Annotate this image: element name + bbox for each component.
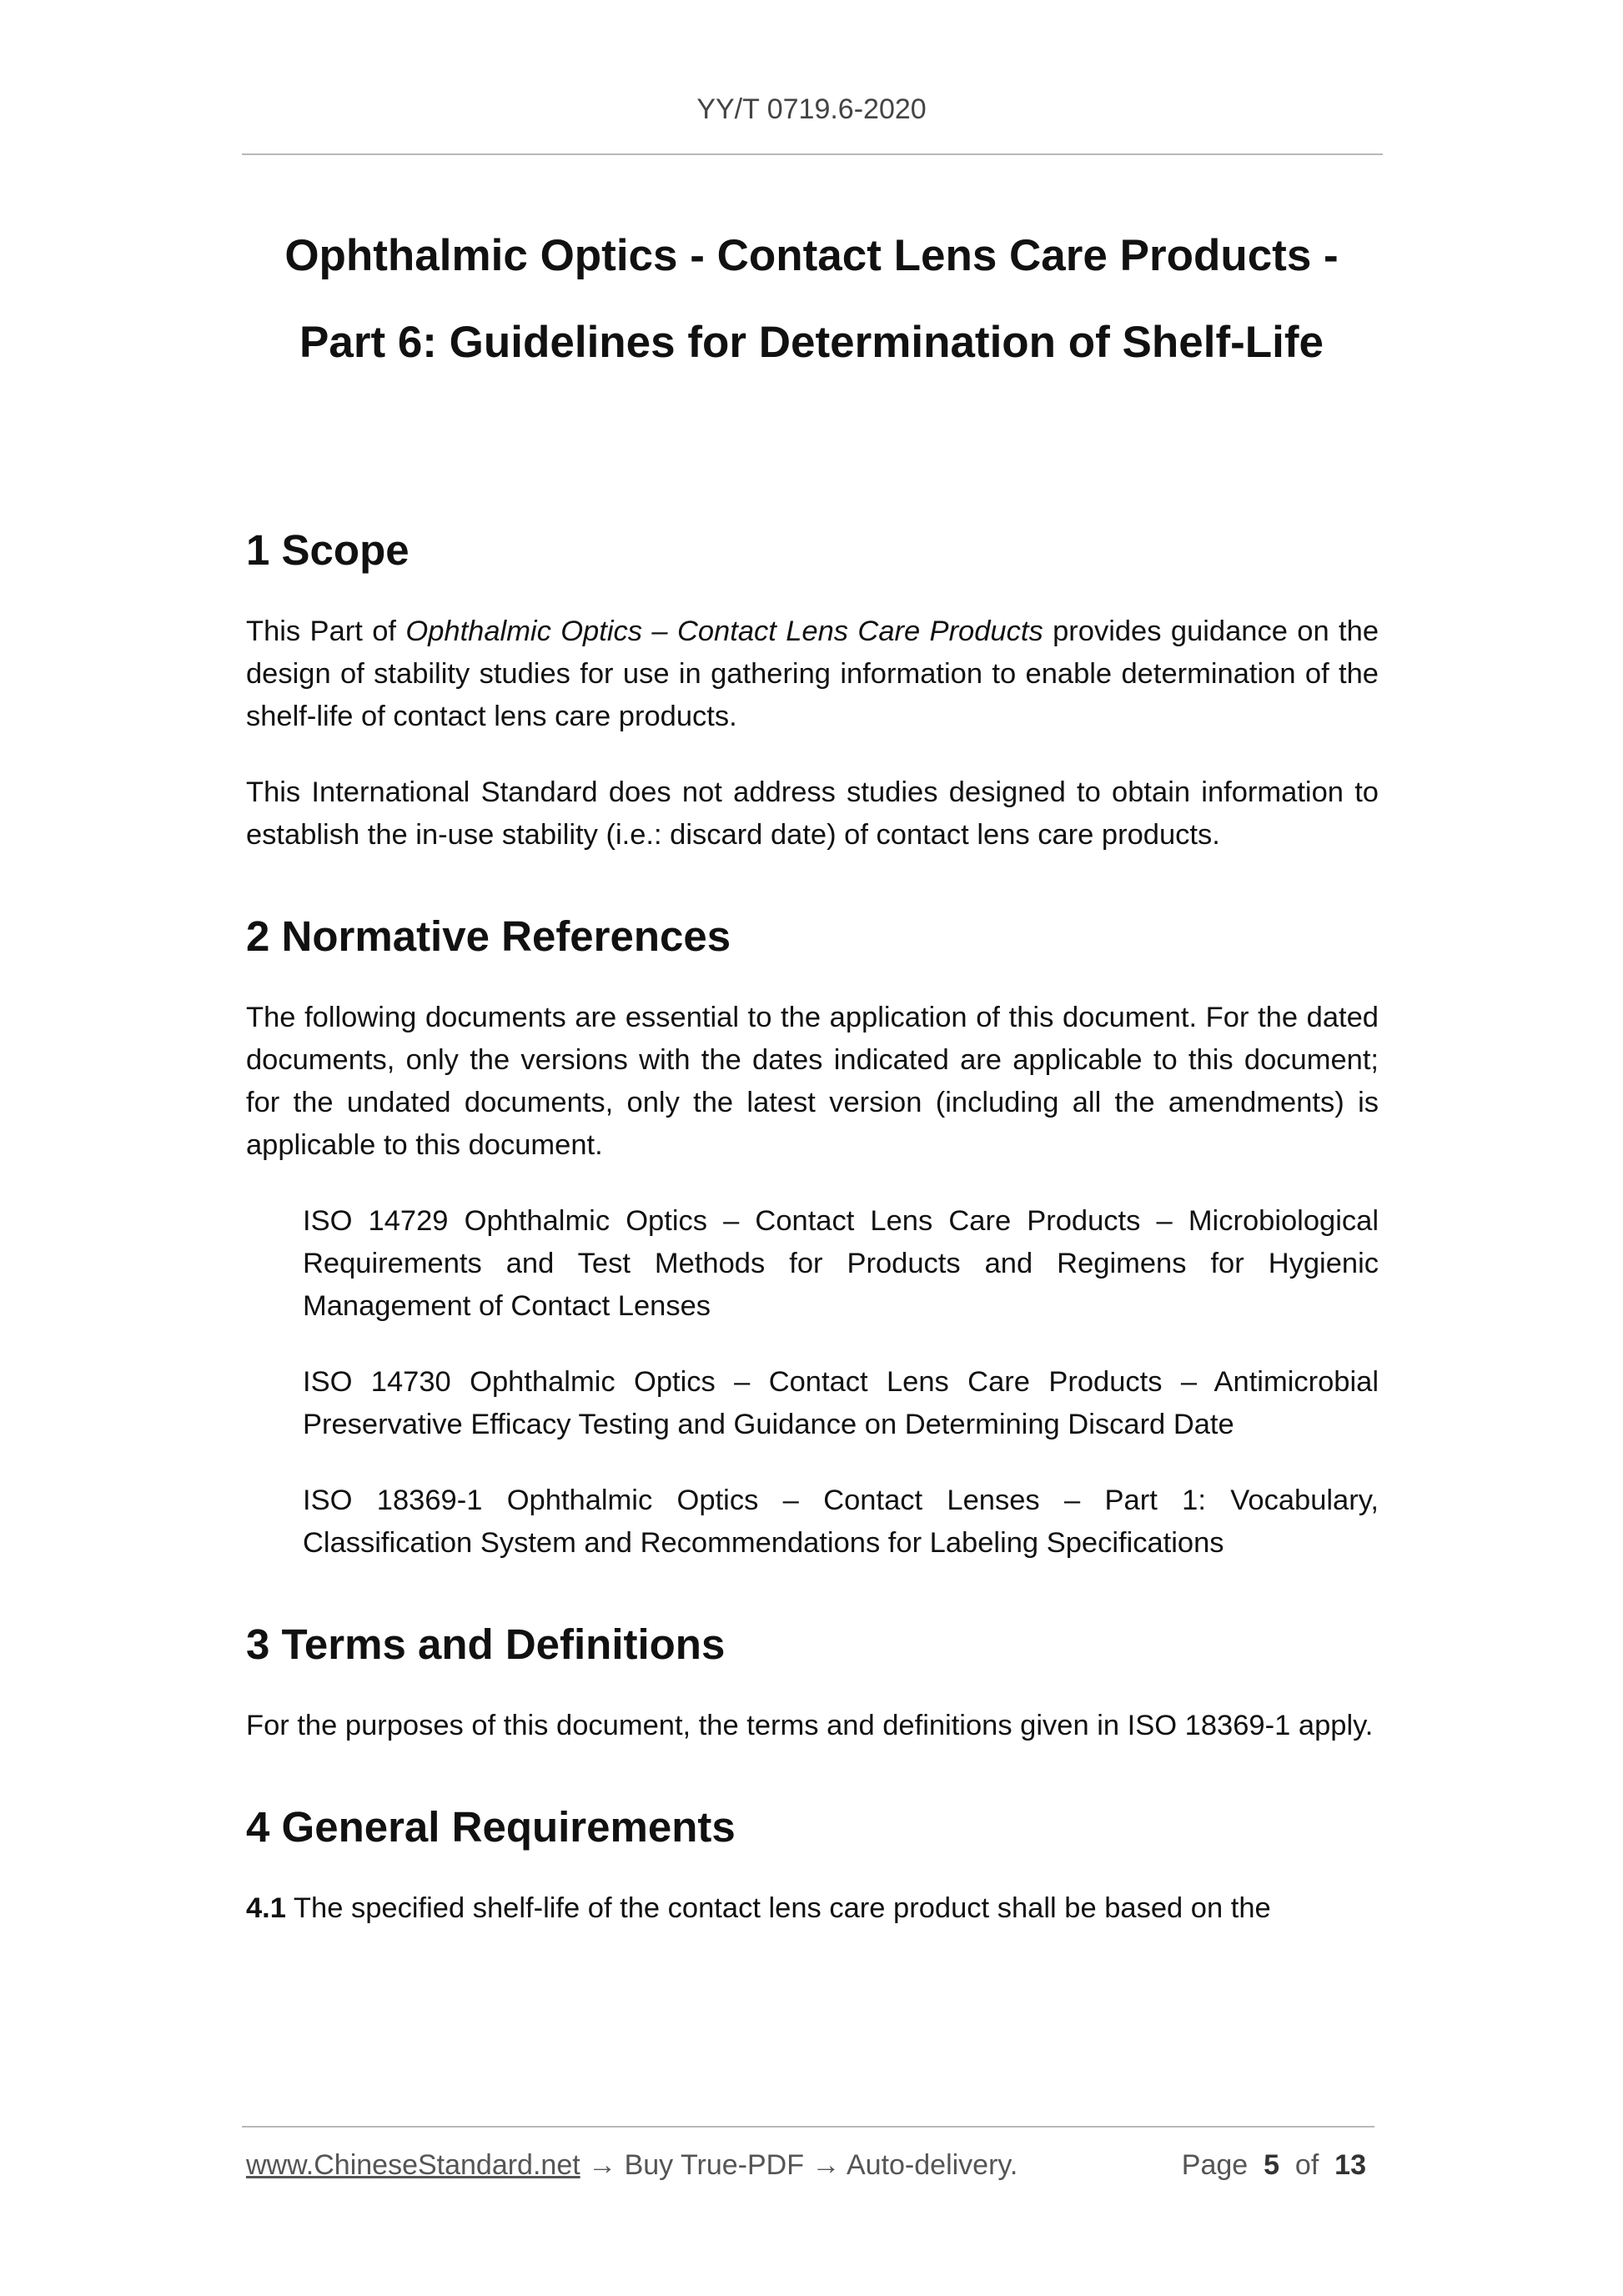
title-line-1: Ophthalmic Optics - Contact Lens Care Products -	[284, 231, 1339, 280]
section-3-heading: 3 Terms and Definitions	[246, 1620, 726, 1668]
header-divider	[242, 153, 1383, 155]
scope-paragraph-2: This International Standard does not address studies designed to obtain information to establish the in-use stability (i.e.: discard date) of contact lens care products.	[246, 776, 1379, 851]
total-pages-number: 13	[1334, 2149, 1366, 2181]
website-link[interactable]: www.ChineseStandard.net	[246, 2149, 580, 2181]
terms-paragraph: For the purposes of this document, the terms and definitions given in ISO 18369-1 apply.	[246, 1710, 1374, 1741]
title-line-2: Part 6: Guidelines for Determination of Shelf-Life	[299, 318, 1324, 367]
page-footer	[246, 2149, 1379, 2182]
standard-title-emphasis: Ophthalmic Optics – Contact Lens Care Products	[405, 615, 1043, 647]
clause-4-1: 4.1 The specified shelf-life of the contact lens care product shall be based on the	[246, 1892, 1271, 1924]
section-2-heading: 2 Normative References	[246, 912, 731, 960]
reference-item: ISO 14729 Ophthalmic Optics – Contact Lens Care Products – Microbiological Requirements and Test Methods for Products and Regimens for Hygienic Management of Contact Lenses	[303, 1205, 1379, 1322]
reference-item: ISO 14730 Ophthalmic Optics – Contact Lens Care Products – Antimicrobial Preservative Efficacy Testing and Guidance on Determining Discard Date	[303, 1366, 1379, 1440]
clause-number: 4.1	[246, 1892, 286, 1924]
reference-item: ISO 18369-1 Ophthalmic Optics – Contact Lenses – Part 1: Vocabulary, Classification System and Recommendations for Labeling Specifications	[303, 1485, 1379, 1559]
scope-paragraph-1: This Part of Ophthalmic Optics – Contact Lens Care Products provides guidance on the design of stability studies for use in gathering information to enable determination of the shelf-life of contact lens care products.	[246, 615, 1379, 732]
footer-divider	[242, 2126, 1374, 2128]
references-intro: The following documents are essential to the application of this document. For the dated documents, only the versions with the dates indicated are applicable to this document; for the undated documents, only the latest version (including all the amendments) is applicable to this document.	[246, 1002, 1379, 1161]
running-header: YY/T 0719.6-2020	[696, 93, 927, 125]
section-4-heading: 4 General Requirements	[246, 1803, 736, 1851]
current-page-number: 5	[1264, 2149, 1279, 2181]
section-1-heading: 1 Scope	[246, 526, 410, 574]
document-body	[246, 517, 1379, 1930]
document-title	[167, 213, 1456, 386]
footer-promo-text: → Buy True-PDF → Auto-delivery.	[580, 2149, 1018, 2181]
page-indicator: Page 5 of 13	[1181, 2149, 1366, 2181]
